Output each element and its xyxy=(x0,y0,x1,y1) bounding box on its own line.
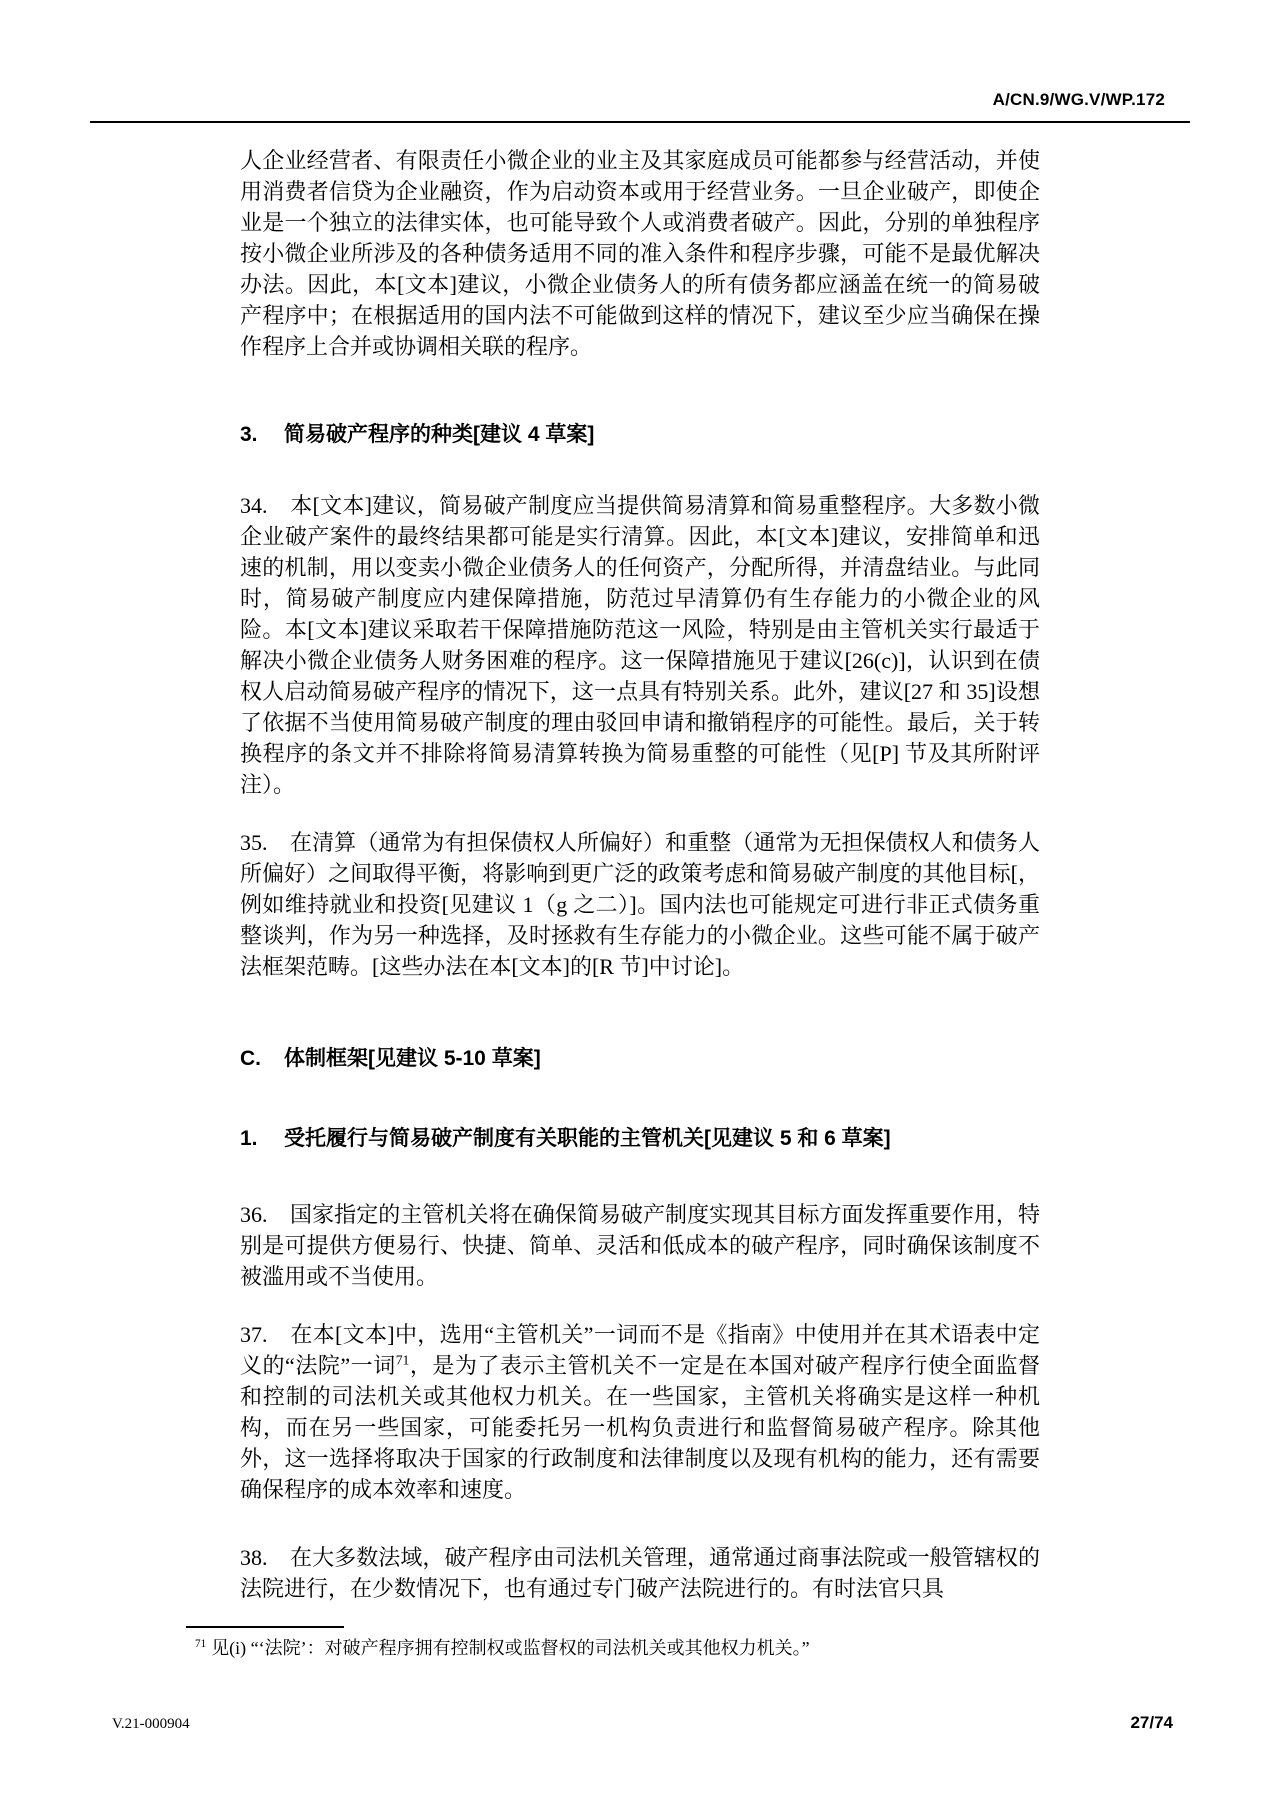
paragraph-35 xyxy=(240,827,1040,982)
paragraph-38-number: 38. xyxy=(240,1545,268,1570)
paragraph-37-text-before-ref: 在本[文本]中，选用“主管机关”一词而不是《指南》中使用并在其术语表中定义的“法院”一词 xyxy=(240,1322,1040,1378)
section-3-number: 3. xyxy=(240,423,258,446)
section-c-heading xyxy=(240,1044,1040,1074)
section-3-title: 简易破产程序的种类[建议 4 草案] xyxy=(284,423,595,446)
footnote-separator xyxy=(186,1626,344,1628)
paragraph-37 xyxy=(240,1319,1040,1505)
paragraph-34 xyxy=(240,490,1040,800)
section-c-number: C. xyxy=(240,1047,261,1070)
section-c-title: 体制框架[见建议 5-10 草案] xyxy=(284,1047,541,1070)
paragraph-36 xyxy=(240,1199,1040,1292)
paragraph-37-text-after-ref: ，是为了表示主管机关不一定是在本国对破产程序行使全面监督和控制的司法机关或其他权力机关。在一些国家，主管机关将确实是这样一种机构，而在另一些国家，可能委托另一机构负责进行和监督简易破产程序。除其他外，这一选择将取决于国家的行政制度和法律制度以及现有机构的能力，还有需要确保程序的成本效率和速度。 xyxy=(240,1353,1040,1502)
paragraph-36-text: 国家指定的主管机关将在确保简易破产制度实现其目标方面发挥重要作用，特别是可提供方便易行、快捷、简单、灵活和低成本的破产程序，同时确保该制度不被滥用或不当使用。 xyxy=(240,1202,1040,1289)
footnote-71-text: 见(i) “‘法院’：对破产程序拥有控制权或监督权的司法机关或其他权力机关。” xyxy=(211,1638,810,1658)
section-c1-title: 受托履行与简易破产制度有关职能的主管机关[见建议 5 和 6 草案] xyxy=(284,1127,891,1150)
paragraph-38 xyxy=(240,1542,1040,1604)
document-number: V.21-000904 xyxy=(112,1716,190,1732)
paragraph-34-number: 34. xyxy=(240,493,268,518)
paragraph-36-number: 36. xyxy=(240,1202,268,1227)
section-3-heading xyxy=(240,420,1040,450)
paragraph-35-text: 在清算（通常为有担保债权人所偏好）和重整（通常为无担保债权人和债务人所偏好）之间取得平衡，将影响到更广泛的政策考虑和简易破产制度的其他目标[，例如维持就业和投资[见建议 1（g 之二）]。国内法也可能规定可进行非正式债务重整谈判，作为另一种选择，及时拯救有生存能力的小微企业。这些可能不属于破产法框架范畴。[这些办法在本[文本]的[R 节]中讨论]。 xyxy=(240,830,1040,979)
document-body xyxy=(195,122,1040,1661)
intro-paragraph: 人企业经营者、有限责任小微企业的业主及其家庭成员可能都参与经营活动，并使用消费者信贷为企业融资，作为启动资本或用于经营业务。一旦企业破产，即使企业是一个独立的法律实体，也可能导致个人或消费者破产。因此，分别的单独程序按小微企业所涉及的各种债务适用不同的准入条件和程序步骤，可能不是最优解决办法。因此，本[文本]建议，小微企业债务人的所有债务都应涵盖在统一的简易破产程序中；在根据适用的国内法不可能做到这样的情况下，建议至少应当确保在操作程序上合并或协调相关联的程序。 xyxy=(240,148,1040,359)
document-header xyxy=(90,90,1190,123)
page-footer xyxy=(112,1713,1173,1733)
paragraph-37-number: 37. xyxy=(240,1322,268,1347)
footnote-71-marker: 71 xyxy=(195,1638,207,1650)
page-number: 27/74 xyxy=(1130,1713,1173,1732)
paragraph-38-text: 在大多数法域，破产程序由司法机关管理，通常通过商事法院或一般管辖权的法院进行，在少数情况下，也有通过专门破产法院进行的。有时法官只具 xyxy=(240,1545,1040,1601)
document-symbol: A/CN.9/WG.V/WP.172 xyxy=(992,90,1165,109)
footnote-71 xyxy=(195,1636,1040,1661)
paragraph-35-number: 35. xyxy=(240,830,268,855)
section-c1-heading xyxy=(240,1124,1040,1154)
footnote-71-reference: 71 xyxy=(395,1352,410,1368)
section-c1-number: 1. xyxy=(240,1127,258,1150)
paragraph-34-text: 本[文本]建议，简易破产制度应当提供简易清算和简易重整程序。大多数小微企业破产案件的最终结果都可能是实行清算。因此，本[文本]建议，安排简单和迅速的机制，用以变卖小微企业债务人的任何资产，分配所得，并清盘结业。与此同时，简易破产制度应内建保障措施，防范过早清算仍有生存能力的小微企业的风险。本[文本]建议采取若干保障措施防范这一风险，特别是由主管机关实行最适于解决小微企业债务人财务困难的程序。这一保障措施见于建议[26(c)]，认识到在债权人启动简易破产程序的情况下，这一点具有特别关系。此外，建议[27 和 35]设想了依据不当使用简易破产制度的理由驳回申请和撤销程序的可能性。最后，关于转换程序的条文并不排除将简易清算转换为简易重整的可能性（见[P] 节及其所附评注）。 xyxy=(240,493,1040,797)
